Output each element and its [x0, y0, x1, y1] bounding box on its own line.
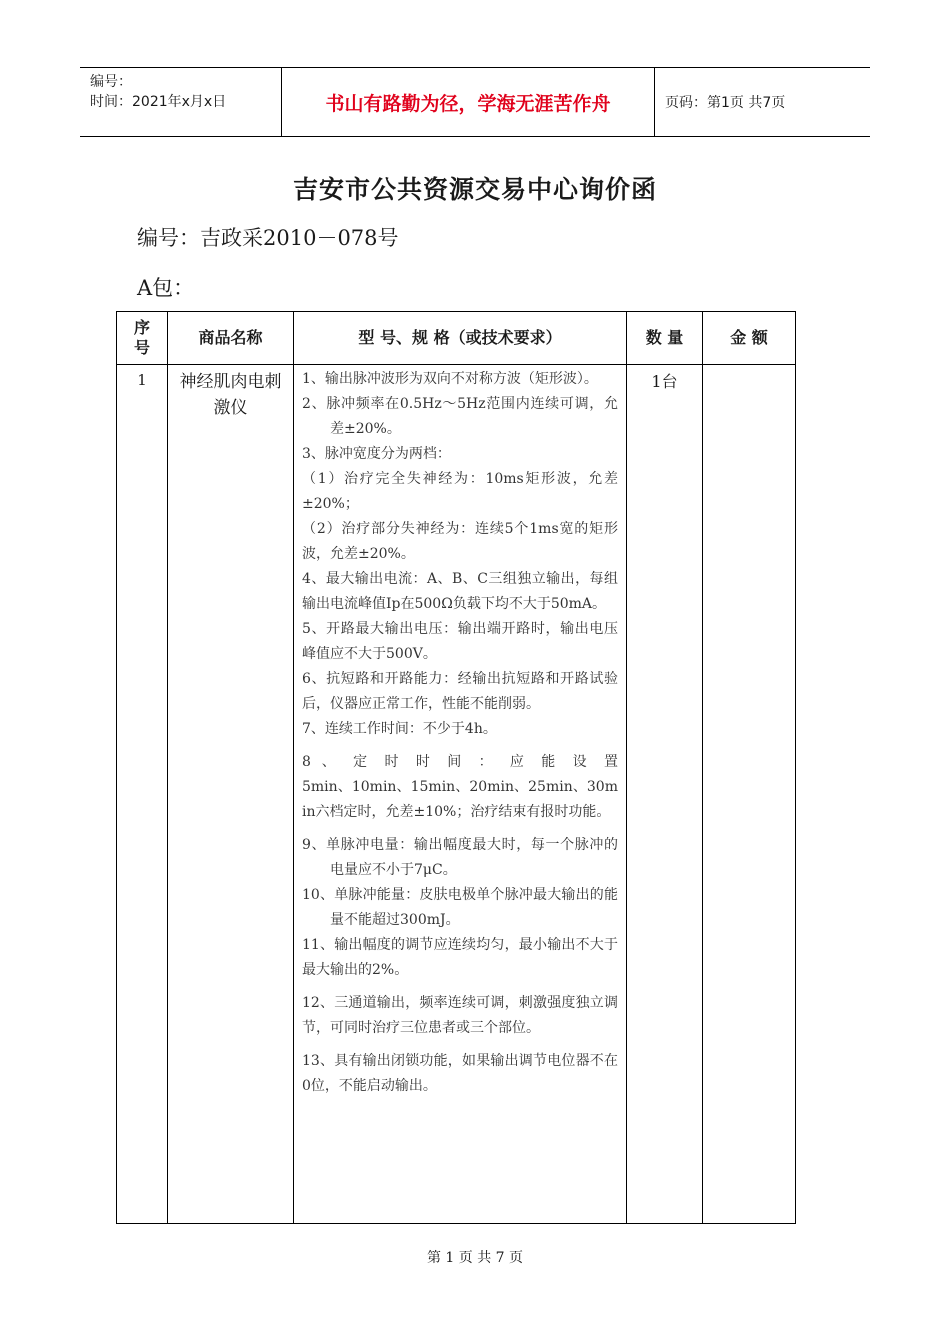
page-footer: 第 1 页 共 7 页: [426, 1250, 524, 1266]
page-header: [80, 67, 870, 137]
spec-item: 13、具有输出闭锁功能，如果输出调节电位器不在0位，不能启动输出。: [302, 1053, 618, 1094]
spec-item: 7、连续工作时间：不少于4h。: [302, 721, 497, 737]
document-number: 编号：吉政采2010－078号: [137, 226, 399, 250]
spec-item: 3、脉冲宽度分为两档：: [302, 446, 451, 462]
header-number-label: 编号：: [90, 74, 132, 90]
row-quantity: 1台: [627, 365, 703, 1224]
package-label: A包：: [137, 276, 195, 300]
spec-item: 6、抗短路和开路能力：经输出抗短路和开路试验后，仪器应正常工作，性能不能削弱。: [302, 671, 618, 712]
header-meta: [80, 68, 281, 136]
row-spec: [294, 365, 627, 1224]
header-seq: 序号: [117, 312, 168, 365]
spec-item: （1）治疗完全失神经为：10ms矩形波，允差±20%；: [302, 471, 618, 512]
header-spec: 型 号、规 格（或技术要求）: [294, 312, 627, 365]
spec-item: 1、输出脉冲波形为双向不对称方波（矩形波）。: [302, 371, 598, 387]
spec-item: 10、单脉冲能量：皮肤电极单个脉冲最大输出的能量不能超过300mJ。: [302, 887, 618, 928]
spec-item: 4、最大输出电流：A、B、C三组独立输出，每组输出电流峰值Ip在500Ω负载下均不大于50mA。: [302, 571, 618, 612]
header-time-label: 时间：2021年x月x日: [90, 94, 227, 110]
spec-item: 2、脉冲频率在0.5Hz～5Hz范围内连续可调，允差±20%。: [302, 396, 618, 437]
spec-item: 5min、10min、15min、20min、25min、30min六档定时，允差±10%；治疗结束有报时功能。: [302, 779, 618, 820]
spec-item: 9、单脉冲电量：输出幅度最大时，每一个脉冲的电量应不小于7μC。: [302, 837, 618, 878]
header-page-code: 页码：第1页 共7页: [665, 95, 786, 111]
table-row: [117, 365, 796, 1224]
spec-item: 12、三通道输出，频率连续可调，刺激强度独立调节，可同时治疗三位患者或三个部位。: [302, 995, 618, 1036]
inquiry-table: [116, 311, 796, 1224]
row-seq: 1: [117, 365, 168, 1224]
spec-item: 5、开路最大输出电压：输出端开路时，输出电压峰值应不大于500V。: [302, 621, 618, 662]
header-name: 商品名称: [168, 312, 294, 365]
table-header-row: [117, 312, 796, 365]
spec-item: （2）治疗部分失神经为：连续5个1ms宽的矩形波，允差±20%。: [302, 521, 618, 562]
document-title: 吉安市公共资源交易中心询价函: [292, 175, 657, 204]
row-product-name: 神经肌肉电刺激仪: [168, 365, 294, 1224]
header-amount: 金 额: [703, 312, 796, 365]
spec-item: 11、输出幅度的调节应连续均匀，最小输出不大于最大输出的2%。: [302, 937, 618, 978]
spec-item: 8 、 定 时 时 间 ： 应 能 设 置: [302, 754, 618, 770]
header-qty: 数 量: [627, 312, 703, 365]
row-amount: [703, 365, 796, 1224]
header-motto: 书山有路勤为径，学海无涯苦作舟: [281, 68, 655, 136]
